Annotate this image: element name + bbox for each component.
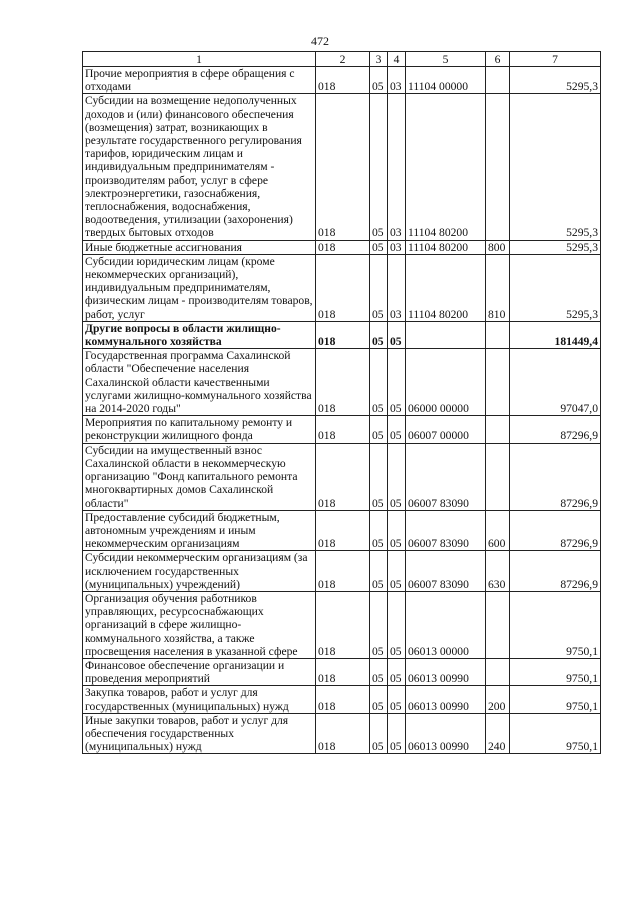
table-row xyxy=(83,713,601,754)
row-ministry-code: 018 xyxy=(316,551,370,592)
row-name: Организация обучения работников управляющих, ресурсоснабжающих организаций в сфере жилищно-коммунального хозяйства, а также просвещения населения в указанной сфере xyxy=(83,591,316,658)
row-section-code: 05 xyxy=(370,94,388,240)
row-subsection-code: 03 xyxy=(388,67,406,94)
row-subsection-code: 05 xyxy=(388,510,406,551)
row-amount: 9750,1 xyxy=(510,686,601,713)
row-ministry-code: 018 xyxy=(316,240,370,254)
row-name: Предоставление субсидий бюджетным, автономным учреждениям и иным некоммерческим организациям xyxy=(83,510,316,551)
row-expense-code xyxy=(486,67,510,94)
row-ministry-code: 018 xyxy=(316,510,370,551)
row-ministry-code: 018 xyxy=(316,591,370,658)
row-amount: 5295,3 xyxy=(510,254,601,321)
row-expense-code: 600 xyxy=(486,510,510,551)
row-amount: 5295,3 xyxy=(510,94,601,240)
row-amount: 87296,9 xyxy=(510,443,601,510)
column-header: 1 xyxy=(83,52,316,67)
row-expense-code: 200 xyxy=(486,686,510,713)
row-amount: 181449,4 xyxy=(510,321,601,348)
table-row xyxy=(83,510,601,551)
row-section-code: 05 xyxy=(370,67,388,94)
row-target-code: 06013 00990 xyxy=(406,686,486,713)
page-number: 472 xyxy=(311,34,329,48)
row-amount: 87296,9 xyxy=(510,551,601,592)
row-expense-code: 240 xyxy=(486,713,510,754)
row-expense-code: 630 xyxy=(486,551,510,592)
row-ministry-code: 018 xyxy=(316,658,370,685)
table-row xyxy=(83,321,601,348)
row-expense-code xyxy=(486,94,510,240)
row-subsection-code: 05 xyxy=(388,321,406,348)
column-header: 7 xyxy=(510,52,601,67)
row-name: Субсидии на возмещение недополученных доходов и (или) финансового обеспечения (возмещения) затрат, возникающих в результате государственного регулирования тарифов, юридическим лицам и индивидуальным предпринимателям - производителям работ, услуг в сфере электроэнергетики, газоснабжения, теплоснабжения, водоснабжения, водоотведения, утилизации (захоронения) твердых бытовых отходов xyxy=(83,94,316,240)
budget-table xyxy=(82,51,601,754)
row-ministry-code: 018 xyxy=(316,443,370,510)
row-name: Иные бюджетные ассигнования xyxy=(83,240,316,254)
row-ministry-code: 018 xyxy=(316,67,370,94)
row-name: Субсидии юридическим лицам (кроме некоммерческих организаций), индивидуальным предпринимателям, физическим лицам - производителям товаров, работ, услуг xyxy=(83,254,316,321)
row-expense-code xyxy=(486,321,510,348)
table-row xyxy=(83,349,601,416)
table-row xyxy=(83,94,601,240)
row-section-code: 05 xyxy=(370,321,388,348)
row-target-code: 06000 00000 xyxy=(406,349,486,416)
row-subsection-code: 05 xyxy=(388,658,406,685)
row-section-code: 05 xyxy=(370,551,388,592)
row-section-code: 05 xyxy=(370,510,388,551)
table-row xyxy=(83,686,601,713)
row-subsection-code: 03 xyxy=(388,254,406,321)
row-section-code: 05 xyxy=(370,713,388,754)
row-ministry-code: 018 xyxy=(316,94,370,240)
row-amount: 9750,1 xyxy=(510,713,601,754)
row-expense-code xyxy=(486,416,510,443)
row-target-code: 06007 83090 xyxy=(406,551,486,592)
row-target-code: 06007 83090 xyxy=(406,510,486,551)
row-section-code: 05 xyxy=(370,240,388,254)
row-section-code: 05 xyxy=(370,658,388,685)
column-header: 3 xyxy=(370,52,388,67)
row-name: Субсидии на имущественный взнос Сахалинской области в некоммерческую организацию "Фонд капитального ремонта многоквартирных домов Сахалинской области" xyxy=(83,443,316,510)
row-expense-code: 800 xyxy=(486,240,510,254)
row-name: Мероприятия по капитальному ремонту и реконструкции жилищного фонда xyxy=(83,416,316,443)
row-amount: 5295,3 xyxy=(510,240,601,254)
row-target-code: 06013 00990 xyxy=(406,658,486,685)
row-amount: 87296,9 xyxy=(510,416,601,443)
table-header-row xyxy=(83,52,601,67)
row-amount: 5295,3 xyxy=(510,67,601,94)
row-section-code: 05 xyxy=(370,349,388,416)
row-name: Субсидии некоммерческим организациям (за исключением государственных (муниципальных) учреждений) xyxy=(83,551,316,592)
row-subsection-code: 03 xyxy=(388,240,406,254)
table-row xyxy=(83,551,601,592)
row-subsection-code: 03 xyxy=(388,94,406,240)
table-row xyxy=(83,591,601,658)
row-target-code: 06013 00990 xyxy=(406,713,486,754)
table-row xyxy=(83,416,601,443)
column-header: 2 xyxy=(316,52,370,67)
row-ministry-code: 018 xyxy=(316,713,370,754)
table-row xyxy=(83,254,601,321)
row-target-code: 06013 00000 xyxy=(406,591,486,658)
column-header: 6 xyxy=(486,52,510,67)
row-ministry-code: 018 xyxy=(316,416,370,443)
row-expense-code xyxy=(486,443,510,510)
row-expense-code: 810 xyxy=(486,254,510,321)
table-row xyxy=(83,67,601,94)
row-name: Государственная программа Сахалинской области "Обеспечение населения Сахалинской области качественными услугами жилищно-коммунального хозяйства на 2014-2020 годы" xyxy=(83,349,316,416)
row-name: Прочие мероприятия в сфере обращения с отходами xyxy=(83,67,316,94)
row-subsection-code: 05 xyxy=(388,416,406,443)
row-target-code: 11104 80200 xyxy=(406,254,486,321)
row-expense-code xyxy=(486,591,510,658)
row-amount: 9750,1 xyxy=(510,658,601,685)
row-name: Закупка товаров, работ и услуг для государственных (муниципальных) нужд xyxy=(83,686,316,713)
row-ministry-code: 018 xyxy=(316,349,370,416)
row-ministry-code: 018 xyxy=(316,254,370,321)
row-ministry-code: 018 xyxy=(316,686,370,713)
row-section-code: 05 xyxy=(370,254,388,321)
row-section-code: 05 xyxy=(370,416,388,443)
row-name: Другие вопросы в области жилищно-коммунального хозяйства xyxy=(83,321,316,348)
row-target-code xyxy=(406,321,486,348)
table-row xyxy=(83,240,601,254)
row-ministry-code: 018 xyxy=(316,321,370,348)
row-section-code: 05 xyxy=(370,686,388,713)
row-target-code: 11104 80200 xyxy=(406,94,486,240)
column-header: 5 xyxy=(406,52,486,67)
row-name: Иные закупки товаров, работ и услуг для обеспечения государственных (муниципальных) нужд xyxy=(83,713,316,754)
row-subsection-code: 05 xyxy=(388,591,406,658)
row-section-code: 05 xyxy=(370,443,388,510)
row-subsection-code: 05 xyxy=(388,443,406,510)
row-target-code: 06007 00000 xyxy=(406,416,486,443)
row-subsection-code: 05 xyxy=(388,713,406,754)
row-amount: 9750,1 xyxy=(510,591,601,658)
row-subsection-code: 05 xyxy=(388,551,406,592)
row-target-code: 11104 00000 xyxy=(406,67,486,94)
row-expense-code xyxy=(486,349,510,416)
table-row xyxy=(83,443,601,510)
row-target-code: 11104 80200 xyxy=(406,240,486,254)
row-target-code: 06007 83090 xyxy=(406,443,486,510)
row-amount: 87296,9 xyxy=(510,510,601,551)
column-header: 4 xyxy=(388,52,406,67)
row-section-code: 05 xyxy=(370,591,388,658)
row-subsection-code: 05 xyxy=(388,686,406,713)
table-row xyxy=(83,658,601,685)
row-expense-code xyxy=(486,658,510,685)
row-name: Финансовое обеспечение организации и проведения мероприятий xyxy=(83,658,316,685)
row-subsection-code: 05 xyxy=(388,349,406,416)
row-amount: 97047,0 xyxy=(510,349,601,416)
